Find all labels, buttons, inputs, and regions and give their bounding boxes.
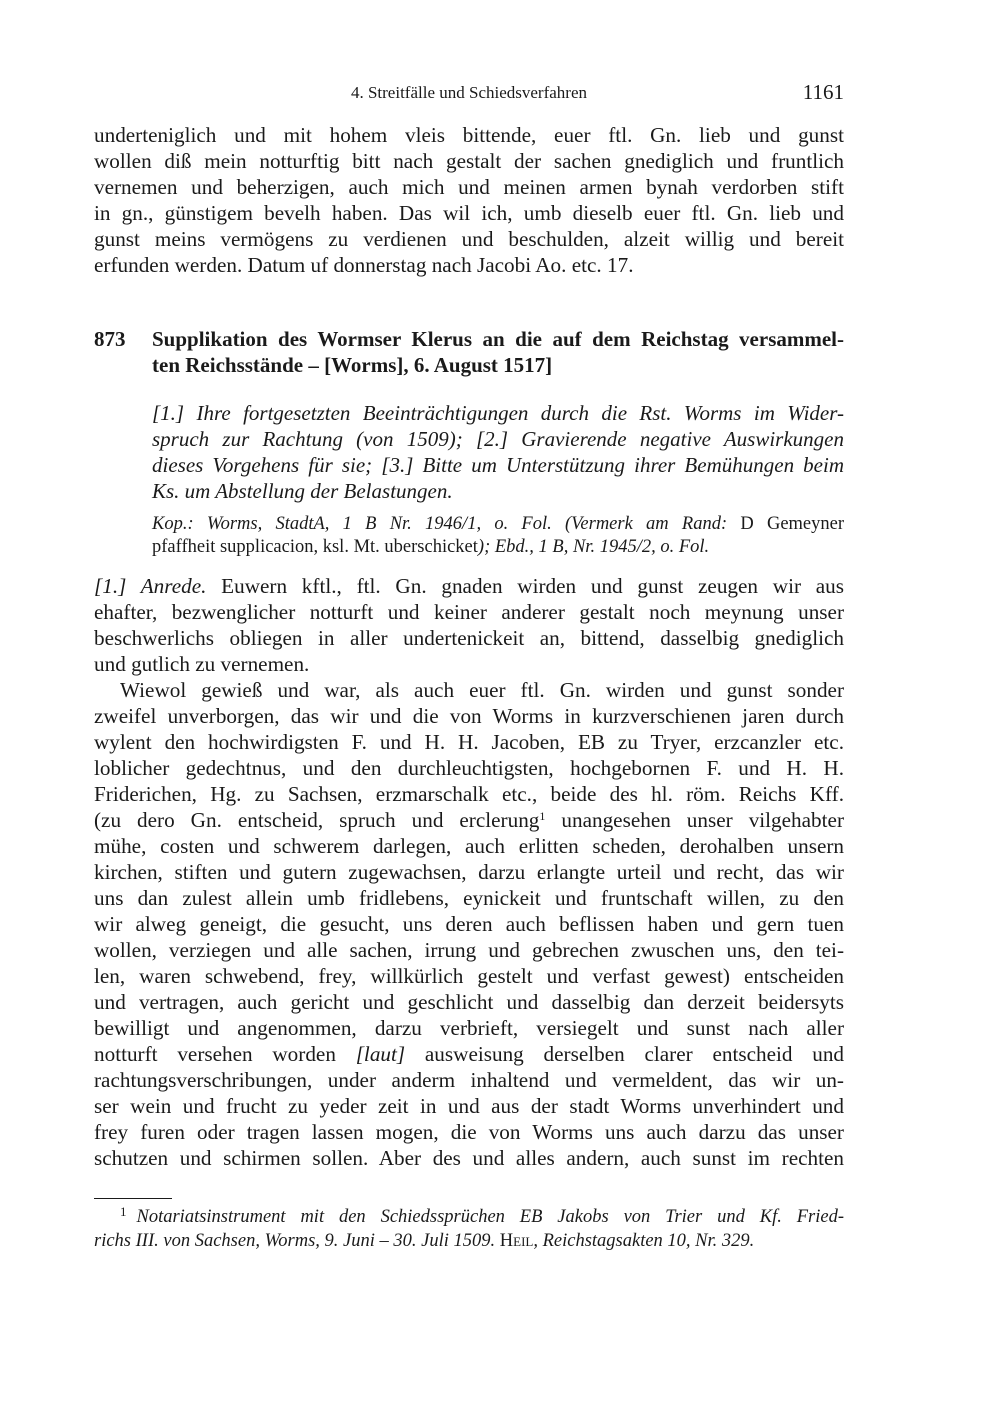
running-head xyxy=(94,80,844,106)
source-note-line xyxy=(152,536,844,558)
body-line: kirchen, stiften und gutern zugewachsen, darzu erlangte urteil und recht, das wir xyxy=(94,860,844,884)
body-line: und gutlich zu vernemen. xyxy=(94,652,310,676)
footnote-author: Heil xyxy=(499,1231,534,1251)
body-line: erfunden werden. Datum uf donnerstag nach Jacobi Ao. etc. 17. xyxy=(94,253,634,277)
body-line: loblicher gedechtnus, und den durchleuchtigsten, hochgebornen F. und H. H. xyxy=(94,756,844,780)
document-number: 873 xyxy=(94,327,126,351)
section-label: [1.] Anrede. xyxy=(94,574,207,598)
source-note-line xyxy=(152,513,844,535)
body-line: wir alweg geneigt, die gesucht, uns deren auch beflissen haben und gern tuen xyxy=(94,912,844,936)
source-secondary-reference: ); Ebd., 1 B, Nr. 1945/2, o. Fol. xyxy=(477,537,710,557)
body-line: Friderichen, Hg. zu Sachsen, erzmarschalk etc., beide des hl. röm. Reichs Kff. xyxy=(94,782,844,806)
body-line: zweifel unverborgen, das wir und die von Worms in kurzverschienen jaren durch xyxy=(94,704,844,728)
body-line: len, waren schwebend, frey, willkürlich gestelt und verfast gewest) entscheiden xyxy=(94,964,844,988)
source-archive-reference: Kop.: Worms, StadtA, 1 B Nr. 1946/1, o. Fol. (Vermerk am Rand: xyxy=(152,514,728,534)
body-line: [1.] Anrede. Euwern kftl., ftl. Gn. gnaden wirden und gunst zeugen wir aus xyxy=(94,574,844,598)
source-marginal-note: D Gemeyner xyxy=(727,514,845,534)
body-line: vernemen und beherzigen, auch mich und meinen armen bynah verdorben stift xyxy=(94,175,844,199)
body-line: notturft versehen worden [laut] ausweisung derselben clarer entscheid und xyxy=(94,1042,845,1066)
footnote-line: $^1$ Notariatsinstrument mit den Schiedssprüchen EB Jakobs von Trier und Kf. Fried- xyxy=(120,1204,844,1227)
body-line: in gn., günstigem bevelh haben. Das wil ich, umb dieselb euer ftl. Gn. lieb und xyxy=(94,201,844,225)
source-marginal-note: pfaffheit supplicacion, ksl. Mt. uberschicket xyxy=(152,537,478,557)
footnote-separator xyxy=(94,1198,172,1199)
body-line: wollen diß mein notturftig bitt nach gestalt der sachen gnediglich und fruntlich xyxy=(94,149,844,173)
page-number: 1161 xyxy=(802,80,844,104)
body-line: gunst meins vermögens zu verdienen und beschulden, alzeit willig und bereit xyxy=(94,227,844,251)
footnote-marker: 1 xyxy=(120,1204,127,1219)
summary-line: [1.] Ihre fortgesetzten Beeinträchtigungen durch die Rst. Worms im Wider- xyxy=(152,401,844,425)
body-line: mühe, costen und schwerem darlegen, auch erlitten scheden, derohalben unsern xyxy=(94,834,844,858)
body-line: wollen, verziegen und alle sachen, irrung und gebrechen zwuschen uns, den tei- xyxy=(94,938,844,962)
running-head-title: 4. Streitfälle und Schiedsverfahren xyxy=(350,83,588,102)
body-line: (zu dero Gn. entscheid, spruch und erclerung$^1$ unangesehen unser vilgehabter xyxy=(94,808,844,832)
body-line: bewilligt und angenommen, darzu verbrieft, versiegelt und sunst nach aller xyxy=(94,1016,844,1040)
document-title-line: ten Reichsstände – [Worms], 6. August 1517] xyxy=(152,353,553,377)
editorial-insertion: [laut] xyxy=(355,1042,406,1066)
summary-line: spruch zur Rachtung (von 1509); [2.] Gravierende negative Auswirkungen xyxy=(152,427,844,451)
body-line: rachtungsverschribungen, under anderm inhaltend und vermeldent, das wir un- xyxy=(94,1068,844,1092)
body-line: uns dan zulest allein umb fridlebens, eynickeit und fruntschaft willen, zu den xyxy=(94,886,844,910)
footnote-reference[interactable]: 1 xyxy=(539,809,546,823)
body-line: ehafter, bezwenglicher notturft und keiner anderer gestalt noch meynung unser xyxy=(94,600,844,624)
body-line: Wiewol gewieß und war, als auch euer ftl. Gn. wirden und gunst sonder xyxy=(120,678,844,702)
summary-line: dieses Vorgehens für sie; [3.] Bitte um Unterstützung ihrer Bemühungen beim xyxy=(152,453,844,477)
document-title-line: Supplikation des Wormser Klerus an die auf dem Reichstag versammel- xyxy=(152,327,844,351)
body-line: und vertragen, auch gericht und geschlicht und dasselbig dan derzeit beidersyts xyxy=(94,990,844,1014)
body-line: schutzen und schirmen sollen. Aber des und alles andern, auch sunst im rechten xyxy=(94,1146,844,1170)
body-line: wylent den hochwirdigsten F. und H. H. Jacoben, EB zu Tryer, erzcanzler etc. xyxy=(94,730,844,754)
body-line: underteniglich und mit hohem vleis bittende, euer ftl. Gn. lieb und gunst xyxy=(94,123,844,147)
body-line: beschwerlichs obliegen in aller undertenickeit an, bittend, dasselbig gnediglich xyxy=(94,626,844,650)
summary-line: Ks. um Abstellung der Belastungen. xyxy=(152,479,453,503)
body-line: frey furen oder tragen lassen mogen, die von Worms uns auch darzu das unser xyxy=(94,1120,844,1144)
body-line: ser wein und frucht zu yeder zeit in und aus der stadt Worms unverhindert und xyxy=(94,1094,844,1118)
footnote-line: richs III. von Sachsen, Worms, 9. Juni – 30. Juli 1509. Heil, Reichstagsakten 10, Nr. 329. xyxy=(94,1231,755,1251)
